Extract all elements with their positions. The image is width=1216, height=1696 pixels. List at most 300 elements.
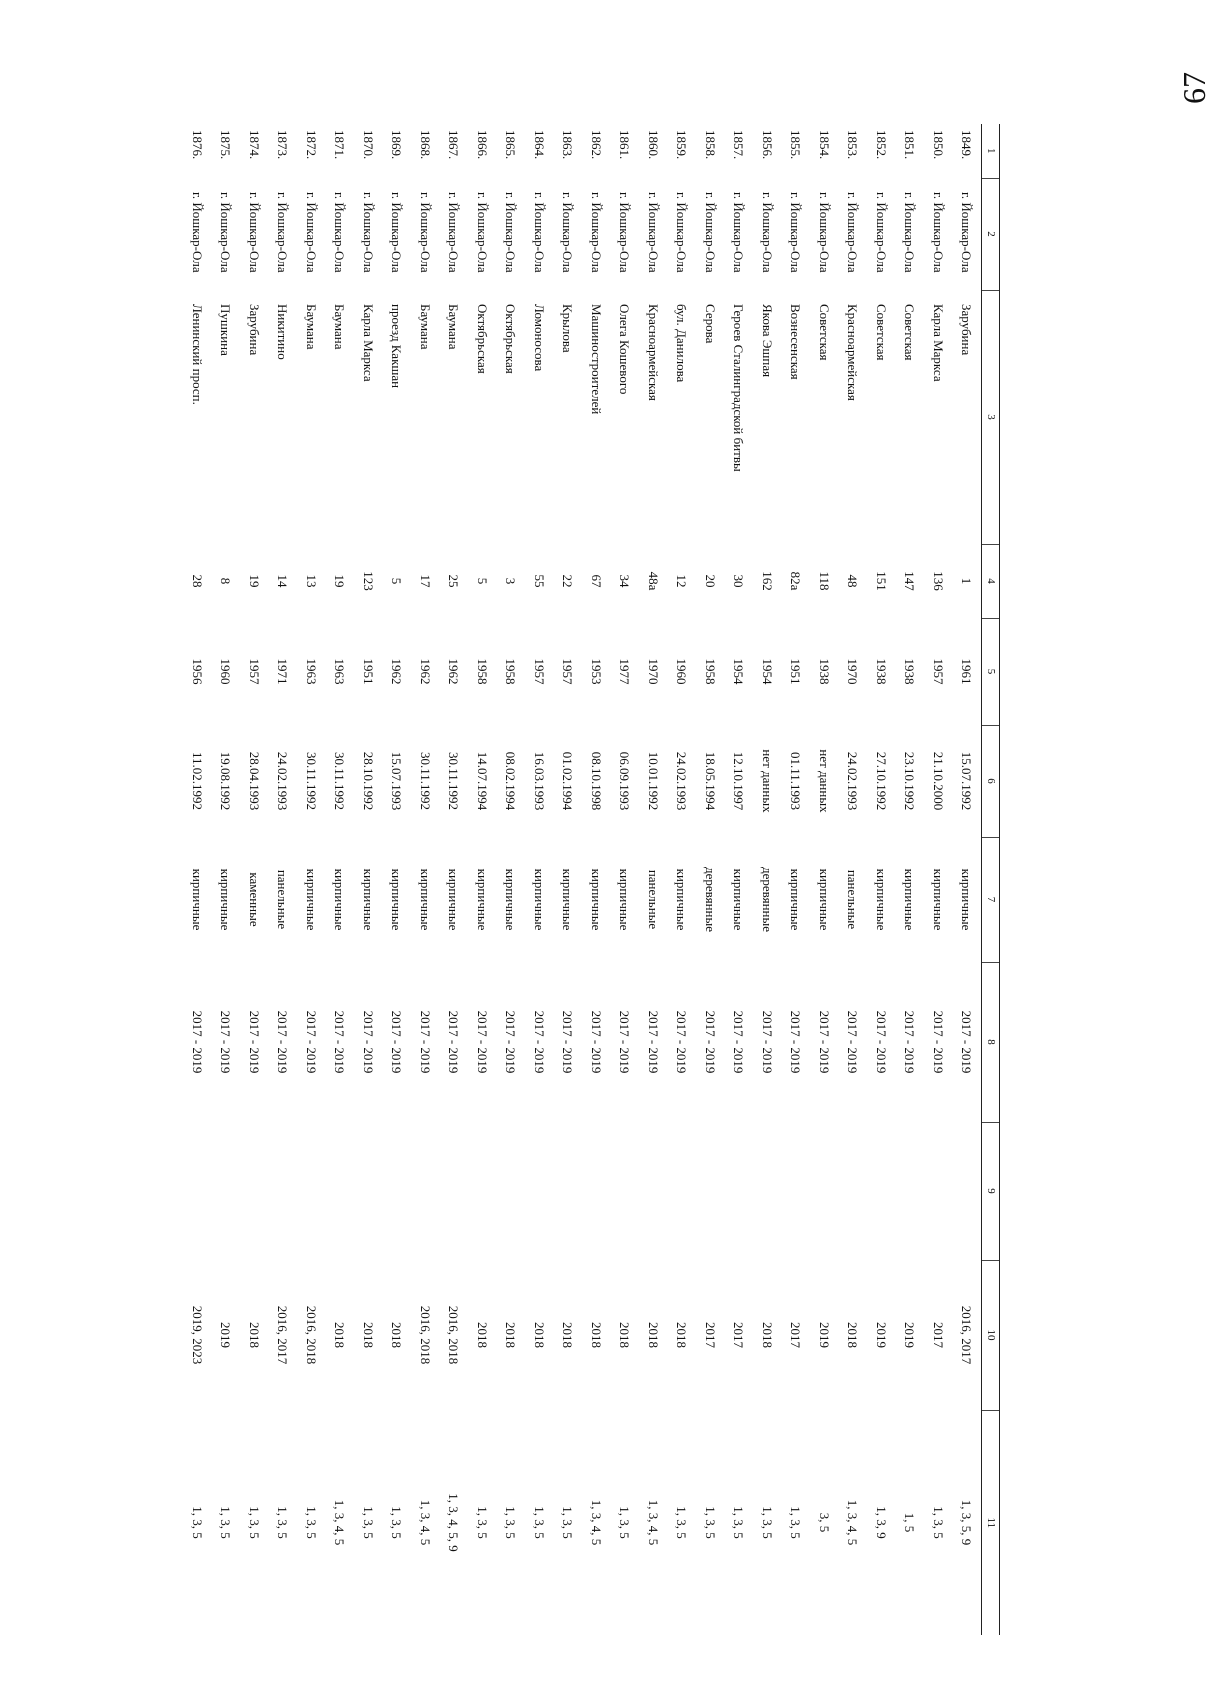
date-cell: 23.10.1992 xyxy=(902,751,918,811)
period-cell: 2017 - 2019 xyxy=(303,1010,319,1074)
wall-material-cell: кирпичные xyxy=(930,868,946,931)
wall-material-cell: кирпичные xyxy=(560,868,576,931)
period-cell: 2017 - 2019 xyxy=(389,1010,405,1074)
house-number-cell: 5 xyxy=(474,577,490,585)
codes-cell: 1, 3, 5 xyxy=(560,1506,576,1539)
settlement-cell: г. Йошкар-Ола xyxy=(702,192,718,273)
years-cell: 2016, 2018 xyxy=(417,1305,433,1365)
codes-cell: 1, 3, 5 xyxy=(218,1506,234,1539)
settlement-cell: г. Йошкар-Ола xyxy=(246,192,262,273)
years-cell: 2018 xyxy=(531,1322,547,1348)
date-cell: 15.07.1993 xyxy=(389,751,405,811)
empty-cell xyxy=(639,1122,668,1260)
codes-cell: 1, 3, 5 xyxy=(503,1506,519,1539)
street-cell: Советская xyxy=(902,304,918,361)
row-number: 1863. xyxy=(560,130,576,160)
empty-cell xyxy=(953,1122,982,1260)
codes-cell: 1, 3, 5 xyxy=(189,1506,205,1539)
build-year-cell: 1962 xyxy=(446,658,462,685)
date-cell: 24.02.1993 xyxy=(845,751,861,811)
settlement-cell: г. Йошкар-Ола xyxy=(845,192,861,273)
build-year-cell: 1970 xyxy=(845,658,861,685)
row-number: 1876. xyxy=(189,130,205,160)
years-cell: 2018 xyxy=(645,1322,661,1348)
column-header: 5 xyxy=(982,618,1000,725)
period-cell: 2017 - 2019 xyxy=(816,1010,832,1074)
house-number-cell: 48 xyxy=(845,574,861,588)
years-cell: 2019 xyxy=(902,1322,918,1348)
row-number: 1873. xyxy=(275,130,291,160)
date-cell: 27.10.1992 xyxy=(873,751,889,811)
wall-material-cell: кирпичные xyxy=(389,868,405,931)
table-row xyxy=(240,124,269,1635)
street-cell: Серова xyxy=(702,304,718,344)
row-number: 1875. xyxy=(218,130,234,160)
table-row xyxy=(896,124,925,1635)
empty-cell xyxy=(867,1122,896,1260)
empty-cell xyxy=(269,1122,298,1260)
house-number-cell: 151 xyxy=(873,571,889,591)
date-cell: 30.11.1992 xyxy=(417,751,433,811)
table-row xyxy=(810,124,839,1635)
column-header: 3 xyxy=(982,290,1000,544)
settlement-cell: г. Йошкар-Ола xyxy=(759,192,775,273)
codes-cell: 1, 3, 9 xyxy=(873,1506,889,1539)
table-row xyxy=(725,124,754,1635)
table-container xyxy=(189,124,1000,1635)
codes-cell: 1, 3, 4, 5 xyxy=(845,1499,861,1546)
period-cell: 2017 - 2019 xyxy=(617,1010,633,1074)
period-cell: 2017 - 2019 xyxy=(873,1010,889,1074)
codes-cell: 1, 3, 5 xyxy=(275,1506,291,1539)
column-header: 10 xyxy=(982,1260,1000,1410)
date-cell: 08.02.1994 xyxy=(503,751,519,811)
date-cell: 08.10.1998 xyxy=(588,751,604,811)
period-cell: 2017 - 2019 xyxy=(788,1010,804,1074)
build-year-cell: 1977 xyxy=(617,658,633,685)
years-cell: 2017 xyxy=(731,1322,747,1348)
house-number-cell: 34 xyxy=(617,574,633,588)
row-number: 1870. xyxy=(360,130,376,160)
wall-material-cell: каменные xyxy=(246,872,262,927)
wall-material-cell: кирпичные xyxy=(446,868,462,931)
settlement-cell: г. Йошкар-Ола xyxy=(417,192,433,273)
codes-cell: 1, 3, 5, 9 xyxy=(959,1499,975,1546)
codes-cell: 3, 5 xyxy=(816,1512,832,1533)
date-cell: нет данных xyxy=(816,749,832,813)
settlement-cell: г. Йошкар-Ола xyxy=(930,192,946,273)
wall-material-cell: кирпичные xyxy=(674,868,690,931)
date-cell: 14.07.1994 xyxy=(474,751,490,811)
table-row xyxy=(753,124,782,1635)
street-cell: Красноармейская xyxy=(845,304,861,401)
wall-material-cell: кирпичные xyxy=(617,868,633,931)
codes-cell: 1, 3, 5 xyxy=(731,1506,747,1539)
row-number: 1867. xyxy=(446,130,462,160)
house-number-cell: 19 xyxy=(246,574,262,588)
codes-cell: 1, 3, 5 xyxy=(759,1506,775,1539)
row-number: 1866. xyxy=(474,130,490,160)
date-cell: 01.02.1994 xyxy=(560,751,576,811)
row-number: 1851. xyxy=(902,130,918,160)
period-cell: 2017 - 2019 xyxy=(446,1010,462,1074)
wall-material-cell: кирпичные xyxy=(873,868,889,931)
build-year-cell: 1960 xyxy=(674,658,690,685)
empty-cell xyxy=(183,1122,212,1260)
settlement-cell: г. Йошкар-Ола xyxy=(645,192,661,273)
empty-cell xyxy=(525,1122,554,1260)
street-cell: Зарубина xyxy=(959,304,975,356)
table-row xyxy=(611,124,640,1635)
codes-cell: 1, 3, 5 xyxy=(674,1506,690,1539)
header-row xyxy=(982,124,1000,1635)
table-row xyxy=(867,124,896,1635)
table-row xyxy=(668,124,697,1635)
years-cell: 2019 xyxy=(873,1322,889,1348)
settlement-cell: г. Йошкар-Ола xyxy=(816,192,832,273)
table-row xyxy=(269,124,298,1635)
row-number: 1868. xyxy=(417,130,433,160)
table-row xyxy=(497,124,526,1635)
street-cell: Ломоносова xyxy=(531,304,547,372)
period-cell: 2017 - 2019 xyxy=(531,1010,547,1074)
wall-material-cell: кирпичные xyxy=(503,868,519,931)
years-cell: 2019, 2023 xyxy=(189,1305,205,1365)
row-number: 1857. xyxy=(731,130,747,160)
street-cell: Вознесенская xyxy=(788,304,804,380)
table-row xyxy=(639,124,668,1635)
settlement-cell: г. Йошкар-Ола xyxy=(275,192,291,273)
years-cell: 2016, 2017 xyxy=(275,1305,291,1365)
house-number-cell: 13 xyxy=(303,574,319,588)
empty-cell xyxy=(297,1122,326,1260)
build-year-cell: 1958 xyxy=(474,658,490,685)
period-cell: 2017 - 2019 xyxy=(731,1010,747,1074)
build-year-cell: 1951 xyxy=(360,658,376,685)
settlement-cell: г. Йошкар-Ола xyxy=(902,192,918,273)
wall-material-cell: кирпичные xyxy=(189,868,205,931)
table-row xyxy=(440,124,469,1635)
date-cell: 12.10.1997 xyxy=(731,751,747,811)
street-cell: Никитино xyxy=(275,304,291,360)
build-year-cell: 1958 xyxy=(503,658,519,685)
empty-cell xyxy=(554,1122,583,1260)
table-row xyxy=(782,124,811,1635)
house-number-cell: 30 xyxy=(731,574,747,588)
empty-cell xyxy=(212,1122,241,1260)
house-number-cell: 20 xyxy=(702,574,718,588)
codes-cell: 1, 3, 4, 5 xyxy=(332,1499,348,1546)
years-cell: 2018 xyxy=(332,1322,348,1348)
period-cell: 2017 - 2019 xyxy=(218,1010,234,1074)
codes-cell: 1, 3, 4, 5 xyxy=(645,1499,661,1546)
build-year-cell: 1953 xyxy=(588,658,604,685)
street-cell: Октябрьская xyxy=(503,304,519,374)
house-number-cell: 19 xyxy=(332,574,348,588)
codes-cell: 1, 3, 5 xyxy=(531,1506,547,1539)
years-cell: 2018 xyxy=(588,1322,604,1348)
street-cell: Героев Сталинградской битвы xyxy=(731,304,747,472)
date-cell: 24.02.1993 xyxy=(674,751,690,811)
date-cell: 21.10.2000 xyxy=(930,751,946,811)
period-cell: 2017 - 2019 xyxy=(959,1010,975,1074)
street-cell: Баумана xyxy=(446,304,462,350)
settlement-cell: г. Йошкар-Ола xyxy=(788,192,804,273)
codes-cell: 1, 3, 4, 5, 9 xyxy=(446,1493,462,1552)
house-number-cell: 22 xyxy=(560,574,576,588)
period-cell: 2017 - 2019 xyxy=(902,1010,918,1074)
street-cell: Карла Маркса xyxy=(930,304,946,382)
row-number: 1853. xyxy=(845,130,861,160)
years-cell: 2019 xyxy=(816,1322,832,1348)
build-year-cell: 1957 xyxy=(930,658,946,685)
column-header: 6 xyxy=(982,725,1000,837)
empty-cell xyxy=(782,1122,811,1260)
period-cell: 2017 - 2019 xyxy=(645,1010,661,1074)
row-number: 1872. xyxy=(303,130,319,160)
date-cell: 16.03.1993 xyxy=(531,751,547,811)
row-number: 1860. xyxy=(645,130,661,160)
empty-cell xyxy=(240,1122,269,1260)
row-number: 1862. xyxy=(588,130,604,160)
house-number-cell: 28 xyxy=(189,574,205,588)
period-cell: 2017 - 2019 xyxy=(474,1010,490,1074)
table-row xyxy=(924,124,953,1635)
wall-material-cell: кирпичные xyxy=(588,868,604,931)
empty-cell xyxy=(839,1122,868,1260)
column-header: 8 xyxy=(982,962,1000,1122)
empty-cell xyxy=(668,1122,697,1260)
years-cell: 2017 xyxy=(930,1322,946,1348)
wall-material-cell: кирпичные xyxy=(417,868,433,931)
wall-material-cell: кирпичные xyxy=(902,868,918,931)
empty-cell xyxy=(326,1122,355,1260)
street-cell: Олега Кошевого xyxy=(617,304,633,395)
codes-cell: 1, 3, 5 xyxy=(360,1506,376,1539)
years-cell: 2019 xyxy=(218,1322,234,1348)
street-cell: Зарубина xyxy=(246,304,262,356)
page-number: 67 xyxy=(1176,72,1212,104)
years-cell: 2018 xyxy=(474,1322,490,1348)
date-cell: 11.02.1992 xyxy=(189,751,205,811)
street-cell: бул. Данилова xyxy=(674,304,690,383)
row-number: 1852. xyxy=(873,130,889,160)
years-cell: 2018 xyxy=(246,1322,262,1348)
house-number-cell: 5 xyxy=(389,577,405,585)
empty-cell xyxy=(440,1122,469,1260)
years-cell: 2018 xyxy=(617,1322,633,1348)
period-cell: 2017 - 2019 xyxy=(360,1010,376,1074)
years-cell: 2016, 2018 xyxy=(303,1305,319,1365)
table-row xyxy=(183,124,212,1635)
house-number-cell: 118 xyxy=(816,571,832,591)
date-cell: 30.11.1992 xyxy=(303,751,319,811)
build-year-cell: 1957 xyxy=(560,658,576,685)
wall-material-cell: панельные xyxy=(275,869,291,930)
row-number: 1855. xyxy=(788,130,804,160)
house-number-cell: 48а xyxy=(645,571,661,591)
build-year-cell: 1957 xyxy=(531,658,547,685)
table-row xyxy=(953,124,982,1635)
wall-material-cell: кирпичные xyxy=(959,868,975,931)
table-row xyxy=(525,124,554,1635)
street-cell: Ленинский просп. xyxy=(189,304,205,405)
row-number: 1859. xyxy=(674,130,690,160)
house-number-cell: 55 xyxy=(531,574,547,588)
period-cell: 2017 - 2019 xyxy=(275,1010,291,1074)
street-cell: Баумана xyxy=(332,304,348,350)
housing-registry-table xyxy=(183,124,1000,1635)
wall-material-cell: кирпичные xyxy=(731,868,747,931)
codes-cell: 1, 3, 5 xyxy=(474,1506,490,1539)
wall-material-cell: кирпичные xyxy=(816,868,832,931)
wall-material-cell: панельные xyxy=(845,869,861,930)
date-cell: 10.01.1992 xyxy=(645,751,661,811)
build-year-cell: 1970 xyxy=(645,658,661,685)
date-cell: 30.11.1992 xyxy=(332,751,348,811)
column-header: 9 xyxy=(982,1122,1000,1260)
build-year-cell: 1963 xyxy=(332,658,348,685)
house-number-cell: 1 xyxy=(959,577,975,585)
settlement-cell: г. Йошкар-Ола xyxy=(332,192,348,273)
empty-cell xyxy=(896,1122,925,1260)
row-number: 1849. xyxy=(959,130,975,160)
years-cell: 2016, 2018 xyxy=(446,1305,462,1365)
row-number: 1854. xyxy=(816,130,832,160)
row-number: 1874. xyxy=(246,130,262,160)
years-cell: 2018 xyxy=(845,1322,861,1348)
house-number-cell: 82а xyxy=(788,571,804,591)
wall-material-cell: деревянные xyxy=(759,866,775,933)
period-cell: 2017 - 2019 xyxy=(702,1010,718,1074)
date-cell: 19.08.1992 xyxy=(218,751,234,811)
years-cell: 2017 xyxy=(788,1322,804,1348)
codes-cell: 1, 3, 5 xyxy=(246,1506,262,1539)
period-cell: 2017 - 2019 xyxy=(332,1010,348,1074)
date-cell: нет данных xyxy=(759,749,775,813)
table-header xyxy=(982,124,1000,1635)
build-year-cell: 1960 xyxy=(218,658,234,685)
build-year-cell: 1956 xyxy=(189,658,205,685)
period-cell: 2017 - 2019 xyxy=(674,1010,690,1074)
years-cell: 2018 xyxy=(389,1322,405,1348)
table-row xyxy=(411,124,440,1635)
street-cell: Красноармейская xyxy=(645,304,661,401)
build-year-cell: 1962 xyxy=(389,658,405,685)
build-year-cell: 1938 xyxy=(873,658,889,685)
period-cell: 2017 - 2019 xyxy=(588,1010,604,1074)
build-year-cell: 1958 xyxy=(702,658,718,685)
street-cell: Пушкина xyxy=(218,304,234,356)
house-number-cell: 123 xyxy=(360,571,376,591)
table-row xyxy=(354,124,383,1635)
wall-material-cell: кирпичные xyxy=(360,868,376,931)
house-number-cell: 162 xyxy=(759,571,775,591)
empty-cell xyxy=(468,1122,497,1260)
build-year-cell: 1961 xyxy=(959,658,975,685)
wall-material-cell: панельные xyxy=(645,869,661,930)
period-cell: 2017 - 2019 xyxy=(246,1010,262,1074)
years-cell: 2018 xyxy=(503,1322,519,1348)
house-number-cell: 136 xyxy=(930,571,946,591)
years-cell: 2017 xyxy=(702,1322,718,1348)
empty-cell xyxy=(383,1122,412,1260)
years-cell: 2018 xyxy=(560,1322,576,1348)
settlement-cell: г. Йошкар-Ола xyxy=(189,192,205,273)
build-year-cell: 1938 xyxy=(902,658,918,685)
row-number: 1856. xyxy=(759,130,775,160)
settlement-cell: г. Йошкар-Ола xyxy=(360,192,376,273)
wall-material-cell: деревянные xyxy=(702,866,718,933)
row-number: 1861. xyxy=(617,130,633,160)
build-year-cell: 1962 xyxy=(417,658,433,685)
row-number: 1850. xyxy=(930,130,946,160)
date-cell: 28.04.1993 xyxy=(246,751,262,811)
build-year-cell: 1963 xyxy=(303,658,319,685)
table-row xyxy=(297,124,326,1635)
table-row xyxy=(839,124,868,1635)
street-cell: проезд Какшан xyxy=(389,304,405,389)
column-header: 1 xyxy=(982,124,1000,178)
date-cell: 15.07.1992 xyxy=(959,751,975,811)
column-header: 2 xyxy=(982,178,1000,290)
codes-cell: 1, 3, 5 xyxy=(617,1506,633,1539)
wall-material-cell: кирпичные xyxy=(788,868,804,931)
column-header: 4 xyxy=(982,544,1000,618)
build-year-cell: 1938 xyxy=(816,658,832,685)
settlement-cell: г. Йошкар-Ола xyxy=(731,192,747,273)
street-cell: Баумана xyxy=(303,304,319,350)
row-number: 1869. xyxy=(389,130,405,160)
codes-cell: 1, 3, 5 xyxy=(389,1506,405,1539)
house-number-cell: 8 xyxy=(218,577,234,585)
date-cell: 06.09.1993 xyxy=(617,751,633,811)
empty-cell xyxy=(582,1122,611,1260)
build-year-cell: 1951 xyxy=(788,658,804,685)
house-number-cell: 3 xyxy=(503,577,519,585)
build-year-cell: 1971 xyxy=(275,658,291,685)
column-header: 7 xyxy=(982,837,1000,962)
empty-cell xyxy=(753,1122,782,1260)
empty-cell xyxy=(411,1122,440,1260)
row-number: 1871. xyxy=(332,130,348,160)
build-year-cell: 1957 xyxy=(246,658,262,685)
build-year-cell: 1954 xyxy=(759,658,775,685)
codes-cell: 1, 3, 4, 5 xyxy=(417,1499,433,1546)
settlement-cell: г. Йошкар-Ола xyxy=(959,192,975,273)
empty-cell xyxy=(497,1122,526,1260)
street-cell: Машиностроителей xyxy=(588,304,604,415)
house-number-cell: 12 xyxy=(674,574,690,588)
years-cell: 2016, 2017 xyxy=(959,1305,975,1365)
settlement-cell: г. Йошкар-Ола xyxy=(617,192,633,273)
settlement-cell: г. Йошкар-Ола xyxy=(560,192,576,273)
empty-cell xyxy=(924,1122,953,1260)
build-year-cell: 1954 xyxy=(731,658,747,685)
codes-cell: 1, 3, 5 xyxy=(702,1506,718,1539)
house-number-cell: 17 xyxy=(417,574,433,588)
empty-cell xyxy=(725,1122,754,1260)
table-row xyxy=(212,124,241,1635)
codes-cell: 1, 3, 4, 5 xyxy=(588,1499,604,1546)
street-cell: Советская xyxy=(873,304,889,361)
codes-cell: 1, 5 xyxy=(902,1512,918,1533)
period-cell: 2017 - 2019 xyxy=(845,1010,861,1074)
street-cell: Баумана xyxy=(417,304,433,350)
period-cell: 2017 - 2019 xyxy=(759,1010,775,1074)
period-cell: 2017 - 2019 xyxy=(930,1010,946,1074)
settlement-cell: г. Йошкар-Ола xyxy=(303,192,319,273)
